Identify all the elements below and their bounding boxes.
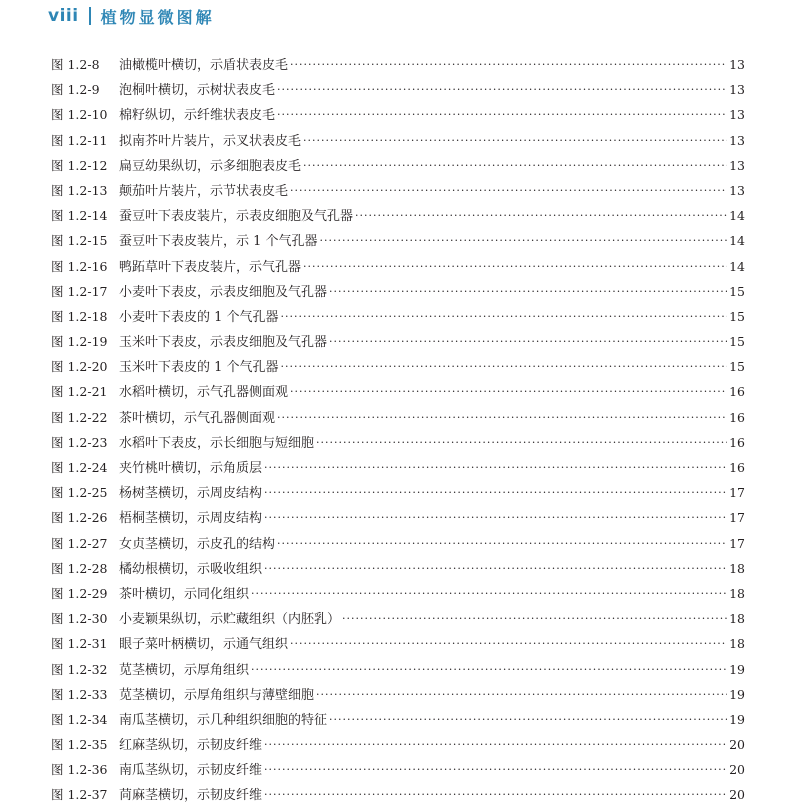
figure-number: 图 1.2-37 bbox=[51, 787, 108, 803]
toc-entry[interactable] bbox=[51, 482, 745, 507]
page-reference: 20 bbox=[729, 787, 745, 803]
toc-entry[interactable] bbox=[51, 407, 745, 432]
toc-entry[interactable] bbox=[51, 759, 745, 784]
dot-leader bbox=[264, 486, 727, 499]
page-reference: 14 bbox=[729, 233, 745, 249]
figure-caption: 夹竹桃叶横切，示角质层 bbox=[119, 461, 263, 476]
page-reference: 16 bbox=[729, 434, 745, 450]
toc-entry[interactable] bbox=[51, 659, 745, 684]
dot-leader bbox=[290, 385, 727, 398]
figure-caption: 玉米叶下表皮的 1 个气孔器 bbox=[119, 360, 279, 376]
figure-number: 图 1.2-30 bbox=[51, 611, 108, 627]
page-reference: 15 bbox=[729, 359, 745, 375]
dot-leader bbox=[290, 58, 727, 71]
figure-caption: 棉籽纵切，示纤维状表皮毛 bbox=[119, 108, 276, 124]
page-reference: 17 bbox=[729, 510, 745, 526]
dot-leader bbox=[277, 537, 727, 550]
figure-number: 图 1.2-20 bbox=[51, 359, 108, 375]
dot-leader bbox=[316, 688, 727, 701]
page-reference: 18 bbox=[729, 611, 745, 627]
toc-entry[interactable] bbox=[51, 381, 745, 406]
figure-number: 图 1.2-19 bbox=[51, 334, 108, 350]
figure-caption: 水稻叶横切，示气孔器侧面观 bbox=[119, 385, 289, 401]
dot-leader bbox=[303, 159, 727, 172]
figure-caption: 茶叶横切，示气孔器侧面观 bbox=[119, 410, 276, 426]
figure-number: 图 1.2-29 bbox=[51, 585, 108, 601]
figure-caption: 小麦颖果纵切，示贮藏组织（内胚乳） bbox=[119, 612, 341, 628]
page-reference: 19 bbox=[729, 661, 745, 677]
dot-leader bbox=[281, 360, 728, 373]
figure-caption: 拟南芥叶片装片，示叉状表皮毛 bbox=[119, 133, 302, 149]
page-reference: 20 bbox=[729, 762, 745, 778]
toc-entry[interactable] bbox=[51, 684, 745, 709]
figure-caption: 橘幼根横切，示吸收组织 bbox=[119, 561, 263, 577]
toc-entry[interactable] bbox=[51, 54, 745, 79]
figure-caption: 女贞茎横切，示皮孔的结构 bbox=[119, 536, 276, 552]
page-reference: 15 bbox=[729, 283, 745, 299]
dot-leader bbox=[264, 511, 727, 524]
figure-number: 图 1.2-8 bbox=[51, 57, 100, 72]
figure-number: 图 1.2-17 bbox=[51, 283, 108, 299]
dot-leader bbox=[281, 310, 728, 323]
figure-number: 图 1.2-25 bbox=[51, 485, 108, 501]
figure-number: 图 1.2-13 bbox=[51, 182, 108, 198]
page-reference: 13 bbox=[729, 57, 745, 72]
dot-leader bbox=[264, 461, 727, 474]
toc-entry[interactable] bbox=[51, 432, 745, 457]
toc-entry[interactable] bbox=[51, 608, 745, 633]
figure-caption: 鸭跖草叶下表皮装片，示气孔器 bbox=[119, 259, 302, 275]
dot-leader bbox=[342, 612, 727, 625]
toc-entry[interactable] bbox=[51, 230, 745, 255]
dot-leader bbox=[290, 184, 727, 197]
dot-leader bbox=[264, 738, 727, 751]
figure-caption: 苋茎横切，示厚角组织 bbox=[119, 662, 250, 678]
toc-entry[interactable] bbox=[51, 709, 745, 734]
figure-caption: 水稻叶下表皮，示长细胞与短细胞 bbox=[119, 435, 315, 451]
figure-caption: 南瓜茎纵切，示韧皮纤维 bbox=[119, 763, 263, 779]
figure-caption: 苘麻茎横切，示韧皮纤维 bbox=[119, 788, 263, 804]
page-reference: 13 bbox=[729, 182, 745, 198]
page-reference: 15 bbox=[729, 308, 745, 324]
toc-entry[interactable] bbox=[51, 558, 745, 583]
figure-caption: 颠茄叶片装片，示节状表皮毛 bbox=[119, 183, 289, 199]
toc-entry[interactable] bbox=[51, 331, 745, 356]
figure-caption: 泡桐叶横切，示树状表皮毛 bbox=[119, 83, 276, 99]
toc-entry[interactable] bbox=[51, 155, 745, 180]
book-title: 植物显微图解 bbox=[100, 7, 215, 27]
figure-number: 图 1.2-24 bbox=[51, 460, 108, 475]
toc-entry[interactable] bbox=[51, 256, 745, 281]
toc-entry[interactable] bbox=[51, 734, 745, 759]
figure-number: 图 1.2-18 bbox=[51, 308, 108, 324]
figure-number: 图 1.2-28 bbox=[51, 560, 108, 576]
dot-leader bbox=[251, 587, 727, 600]
page-reference: 13 bbox=[729, 157, 745, 173]
running-header bbox=[48, 4, 215, 28]
dot-leader bbox=[277, 83, 727, 96]
figure-caption: 扁豆幼果纵切，示多细胞表皮毛 bbox=[119, 158, 302, 174]
page-reference: 19 bbox=[729, 686, 745, 702]
toc-entry[interactable] bbox=[51, 306, 745, 331]
figure-list bbox=[51, 54, 745, 810]
dot-leader bbox=[320, 234, 728, 247]
toc-entry[interactable] bbox=[51, 533, 745, 558]
page-reference: 13 bbox=[729, 107, 745, 123]
figure-number: 图 1.2-14 bbox=[51, 208, 108, 224]
figure-caption: 南瓜茎横切，示几种组织细胞的特征 bbox=[119, 712, 328, 728]
page-reference: 20 bbox=[729, 737, 745, 753]
figure-caption: 小麦叶下表皮，示表皮细胞及气孔器 bbox=[119, 284, 328, 300]
figure-caption: 红麻茎纵切，示韧皮纤维 bbox=[119, 738, 263, 754]
toc-entry[interactable] bbox=[51, 180, 745, 205]
figure-number: 图 1.2-11 bbox=[51, 132, 108, 148]
figure-caption: 油橄榄叶横切，示盾状表皮毛 bbox=[119, 58, 289, 73]
dot-leader bbox=[264, 763, 727, 776]
figure-number: 图 1.2-16 bbox=[51, 258, 108, 274]
figure-caption: 梧桐茎横切，示周皮结构 bbox=[119, 511, 263, 527]
page-reference: 19 bbox=[729, 711, 745, 727]
page-reference: 18 bbox=[729, 585, 745, 601]
dot-leader bbox=[290, 637, 727, 650]
figure-number: 图 1.2-35 bbox=[51, 737, 108, 753]
dot-leader bbox=[329, 713, 727, 726]
figure-caption: 小麦叶下表皮的 1 个气孔器 bbox=[119, 309, 279, 325]
dot-leader bbox=[329, 285, 727, 298]
figure-number: 图 1.2-9 bbox=[51, 82, 100, 98]
dot-leader bbox=[277, 411, 727, 424]
page-reference: 16 bbox=[729, 409, 745, 425]
figure-number: 图 1.2-32 bbox=[51, 661, 108, 677]
page-reference: 18 bbox=[729, 560, 745, 576]
figure-caption: 苋茎横切，示厚角组织与薄壁细胞 bbox=[119, 687, 315, 703]
figure-number: 图 1.2-23 bbox=[51, 434, 108, 450]
figure-number: 图 1.2-12 bbox=[51, 157, 108, 173]
figure-number: 图 1.2-36 bbox=[51, 762, 108, 778]
dot-leader bbox=[251, 663, 727, 676]
page-reference: 17 bbox=[729, 485, 745, 501]
dot-leader bbox=[355, 209, 727, 222]
toc-entry[interactable] bbox=[51, 356, 745, 381]
figure-caption: 蚕豆叶下表皮装片，示表皮细胞及气孔器 bbox=[119, 209, 354, 225]
toc-entry[interactable] bbox=[51, 507, 745, 532]
toc-entry[interactable] bbox=[51, 104, 745, 129]
figure-caption: 蚕豆叶下表皮装片，示 1 个气孔器 bbox=[119, 234, 318, 250]
dot-leader bbox=[329, 335, 727, 348]
page-reference: 15 bbox=[729, 334, 745, 350]
figure-caption: 眼子菜叶柄横切，示通气组织 bbox=[119, 637, 289, 653]
figure-number: 图 1.2-10 bbox=[51, 107, 108, 123]
page-reference: 13 bbox=[729, 82, 745, 98]
figure-number: 图 1.2-33 bbox=[51, 686, 108, 702]
toc-entry[interactable] bbox=[51, 130, 745, 155]
page-reference: 17 bbox=[729, 535, 745, 551]
toc-entry[interactable] bbox=[51, 784, 745, 809]
page-reference: 18 bbox=[729, 636, 745, 652]
dot-leader bbox=[264, 788, 727, 801]
toc-entry[interactable] bbox=[51, 583, 745, 608]
figure-caption: 茶叶横切，示同化组织 bbox=[119, 586, 250, 602]
dot-leader bbox=[303, 260, 727, 273]
figure-number: 图 1.2-34 bbox=[51, 711, 108, 727]
figure-number: 图 1.2-31 bbox=[51, 636, 108, 652]
page-reference: 13 bbox=[729, 132, 745, 148]
header-divider bbox=[89, 7, 91, 25]
figure-number: 图 1.2-26 bbox=[51, 510, 108, 526]
figure-number: 图 1.2-21 bbox=[51, 384, 108, 400]
page-reference: 16 bbox=[729, 460, 745, 475]
toc-entry[interactable] bbox=[51, 79, 745, 104]
toc-entry[interactable] bbox=[51, 457, 745, 482]
dot-leader bbox=[303, 134, 727, 147]
page-reference: 16 bbox=[729, 384, 745, 400]
figure-caption: 玉米叶下表皮，示表皮细胞及气孔器 bbox=[119, 335, 328, 351]
toc-entry[interactable] bbox=[51, 205, 745, 230]
dot-leader bbox=[277, 108, 727, 121]
dot-leader bbox=[316, 436, 727, 449]
toc-entry[interactable] bbox=[51, 633, 745, 658]
figure-number: 图 1.2-27 bbox=[51, 535, 108, 551]
figure-number: 图 1.2-15 bbox=[51, 233, 108, 249]
toc-entry[interactable] bbox=[51, 281, 745, 306]
page-reference: 14 bbox=[729, 208, 745, 224]
page-number: viii bbox=[48, 6, 79, 26]
dot-leader bbox=[264, 562, 727, 575]
figure-caption: 杨树茎横切，示周皮结构 bbox=[119, 486, 263, 502]
figure-number: 图 1.2-22 bbox=[51, 409, 108, 425]
page-reference: 14 bbox=[729, 258, 745, 274]
